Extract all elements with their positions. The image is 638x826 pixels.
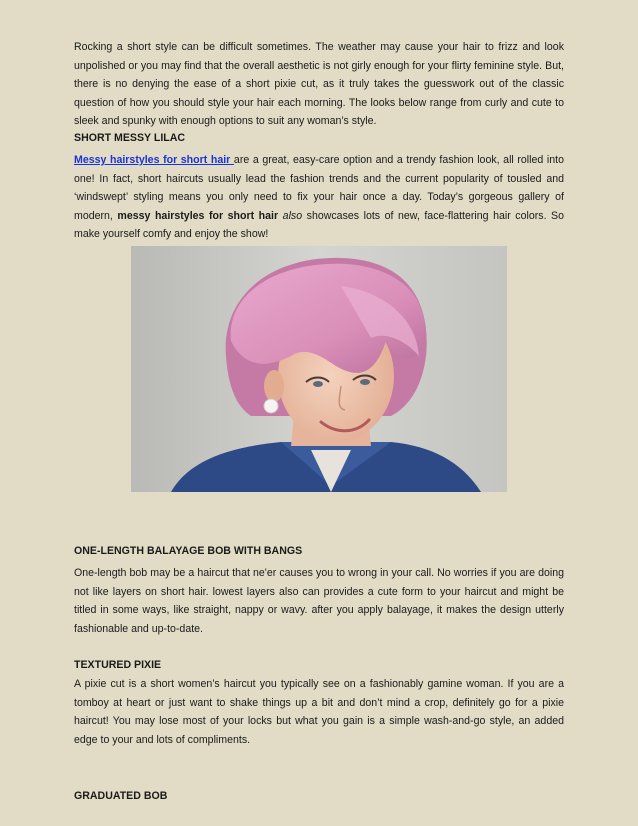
pink-pixie-photo: [131, 246, 507, 492]
balayage-bob-paragraph: One-length bob may be a haircut that ne'er causes you to wrong in your call. No worries if you are doing not like layers on short hair. lowest layers also can provides a cute form to your haircut and might be titled in some ways, like straight, nappy or wavy. after you apply balayage, it makes the design utterly fashionable and up-to-date.: [74, 567, 564, 635]
heading-short-messy-lilac: SHORT MESSY LILAC: [74, 132, 186, 144]
paragraph-text-b: showcases lots of new, face-flattering hair colors. So make yourself comfy and enjoy the show!: [74, 209, 565, 241]
heading-balayage-bob: ONE-LENGTH BALAYAGE BOB WITH BANGS: [74, 545, 303, 557]
textured-pixie-paragraph: A pixie cut is a short women’s haircut you typically see on a fashionably gamine woman. If you are a tomboy at heart or just want to shake things up a bit and don’t mind a crop, definitely go for a pixie haircut! You may lose most of your locks but what you gain is a simple wash-and-go style, an added edge to your and lots of compliments.: [74, 678, 564, 746]
heading-textured-pixie: TEXTURED PIXIE: [74, 659, 162, 671]
heading-graduated-bob: GRADUATED BOB: [74, 790, 168, 802]
italic-word: also: [282, 209, 303, 222]
paragraph-text-a: are a great, easy-care option and a trendy fashion look, all rolled into one! In fact, short haircuts usually lead the fashion trends and the current popularity of tousled and ‘windswept’ styling means you only need to fix your hair once a day. Today’s gorgeous gallery of modern,: [74, 154, 564, 222]
messy-hairstyles-link[interactable]: Messy hairstyles for short hair: [74, 154, 234, 166]
intro-paragraph: Rocking a short style can be difficult sometimes. The weather may cause your hair to frizz and look unpolished or you may find that the overall aesthetic is not girly enough for your flirty feminine style. But, there is no denying the ease of a short pixie cut, as it truly takes the guesswork out of the classic question of how you should style your hair each morning. The looks below range from curly and cute to sleek and spunky with enough options to suit any woman’s style.: [74, 41, 564, 128]
bold-keyword: messy hairstyles for short hair: [117, 209, 279, 222]
messy-hairstyles-paragraph: [74, 151, 564, 244]
woman-with-lilac-pixie-illustration: [131, 246, 507, 492]
